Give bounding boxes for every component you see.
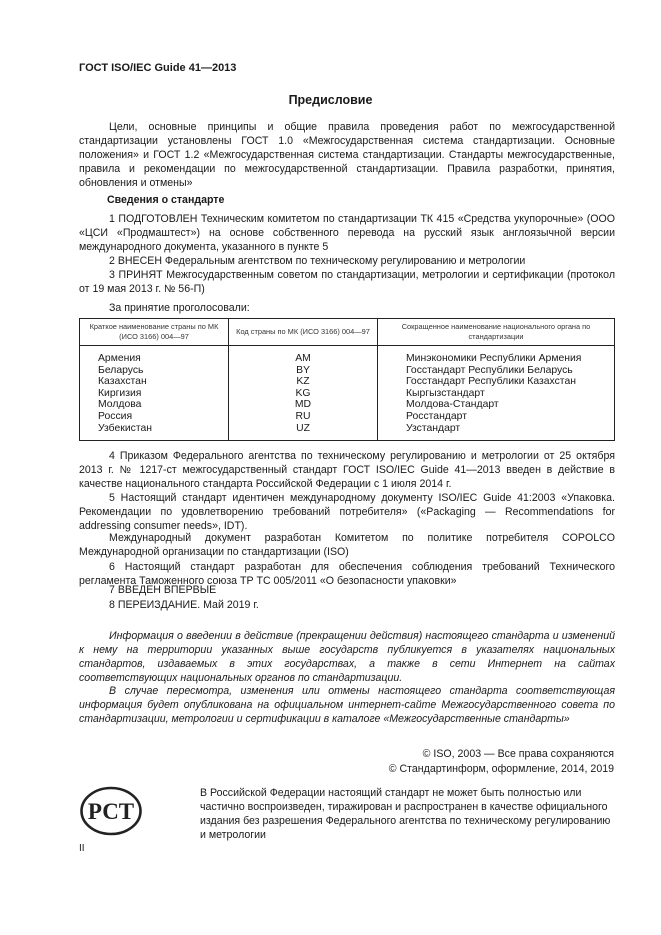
item-1: 1 ПОДГОТОВЛЕН Техническим комитетом по стандартизации ТК 415 «Средства укупорочные» (ООО «ЦСИ «Продмаштест») на основе собственного перевода на русский язык англоязычной версии международного документа, указанного в пункте 5 (79, 213, 615, 254)
page-number: II (79, 843, 85, 854)
country-name: Беларусь (80, 365, 229, 377)
page-title: Предисловие (288, 93, 373, 107)
table-row (80, 423, 615, 441)
table-row (80, 346, 615, 365)
authority-name: Госстандарт Республики Беларусь (378, 365, 615, 377)
section-heading: Сведения о стандарте (107, 194, 225, 206)
country-code: AM (229, 346, 378, 365)
country-code: BY (229, 365, 378, 377)
item-2: 2 ВНЕСЕН Федеральным агентством по техническому регулированию и метрологии (109, 255, 526, 267)
country-name: Узбекистан (80, 423, 229, 441)
item-4: 4 Приказом Федерального агентства по техническому регулированию и метрологии от 25 октября 2013 г. № 1217-ст межгосударственный стандарт ГОСТ ISO/IEC Guide 41—2013 введен в действие в качестве национального стандарта Российской Федерации с 1 июля 2014 г. (79, 450, 615, 491)
table-row (80, 411, 615, 423)
item-6: 6 Настоящий стандарт разработан для обеспечения соблюдения требований Технического регламента Таможенного союза ТР ТС 005/2011 «О безопасности упаковки» (79, 561, 615, 588)
country-code: UZ (229, 423, 378, 441)
table-row (80, 399, 615, 411)
table-header-country: Краткое наименование страны по МК (ИСО 3166) 004—97 (80, 319, 229, 346)
notice-introduction: Информация о введении в действие (прекращении действия) настоящего стандарта и изменений к нему на территории указанных выше государств публикуется в указателях национальных стандартов, издаваемых в этих государствах, а также в сети Интернет на сайтах соответствующих национальных органов по стандартизации. (79, 630, 615, 685)
authority-name: Узстандарт (378, 423, 615, 441)
copyright-iso: © ISO, 2003 — Все права сохраняются (422, 748, 614, 760)
authority-name: Госстандарт Республики Казахстан (378, 376, 615, 388)
country-name: Казахстан (80, 376, 229, 388)
table-row (80, 365, 615, 377)
table-header-code: Код страны по МК (ИСО 3166) 004—97 (229, 319, 378, 346)
item-8: 8 ПЕРЕИЗДАНИЕ. Май 2019 г. (109, 599, 259, 611)
countries-table (79, 318, 615, 441)
authority-name: Росстандарт (378, 411, 615, 423)
authority-name: Кыргызстандарт (378, 388, 615, 400)
rst-logo (79, 785, 143, 837)
country-name: Киргизия (80, 388, 229, 400)
authority-name: Молдова-Стандарт (378, 399, 615, 411)
country-code: MD (229, 399, 378, 411)
item-3: 3 ПРИНЯТ Межгосударственным советом по стандартизации, метрологии и сертификации (протокол от 19 мая 2013 г. № 56-П) (79, 269, 615, 296)
table-header-row (80, 319, 615, 346)
item-5: 5 Настоящий стандарт идентичен международному документу ISO/IEC Guide 41:2003 «Упаковка. Рекомендации по удовлетворению требований потребителя» («Packaging — Recommendations for addressing consumer needs», IDT). (79, 492, 615, 533)
rights-notice: В Российской Федерации настоящий стандарт не может быть полностью или частично воспроизведен, тиражирован и распространен в качестве официального издания без разрешения Федерального агентства по техническому регулированию и метрологии (200, 787, 611, 842)
country-code: RU (229, 411, 378, 423)
voted-label: За принятие проголосовали: (109, 302, 250, 314)
country-code: KZ (229, 376, 378, 388)
country-name: Молдова (80, 399, 229, 411)
item-5-note: Международный документ разработан Комитетом по политике потребителя COPOLCO Международной организации по стандартизации (ISO) (79, 532, 615, 559)
running-header: ГОСТ ISO/IEC Guide 41—2013 (79, 62, 237, 74)
logo-text: РСТ (87, 799, 135, 824)
country-name: Армения (80, 346, 229, 365)
country-name: Россия (80, 411, 229, 423)
copyright-standartinform: © Стандартинформ, оформление, 2014, 2019 (388, 763, 614, 775)
intro-paragraph: Цели, основные принципы и общие правила проведения работ по межгосударственной стандартизации установлены ГОСТ 1.0 «Межгосударственная система стандартизации. Основные положения» и ГОСТ 1.2 «Межгосударственная система стандартизации. Стандарты межгосударственные, правила и рекомендации по межгосударственной стандартизации. Правила разработки, принятия, обновления и отмены» (79, 121, 615, 190)
notice-revision: В случае пересмотра, изменения или отмены настоящего стандарта соответствующая информация будет опубликована на официальном интернет-сайте Межгосударственного совета по стандартизации, метрологии и сертификации в каталоге «Межгосударственные стандарты» (79, 685, 615, 726)
table-header-authority: Сокращенное наименование национального органа по стандартизации (378, 319, 615, 346)
country-code: KG (229, 388, 378, 400)
authority-name: Минэкономики Республики Армения (378, 346, 615, 365)
table-row (80, 376, 615, 388)
item-7: 7 ВВЕДЕН ВПЕРВЫЕ (109, 584, 217, 596)
table-row (80, 388, 615, 400)
